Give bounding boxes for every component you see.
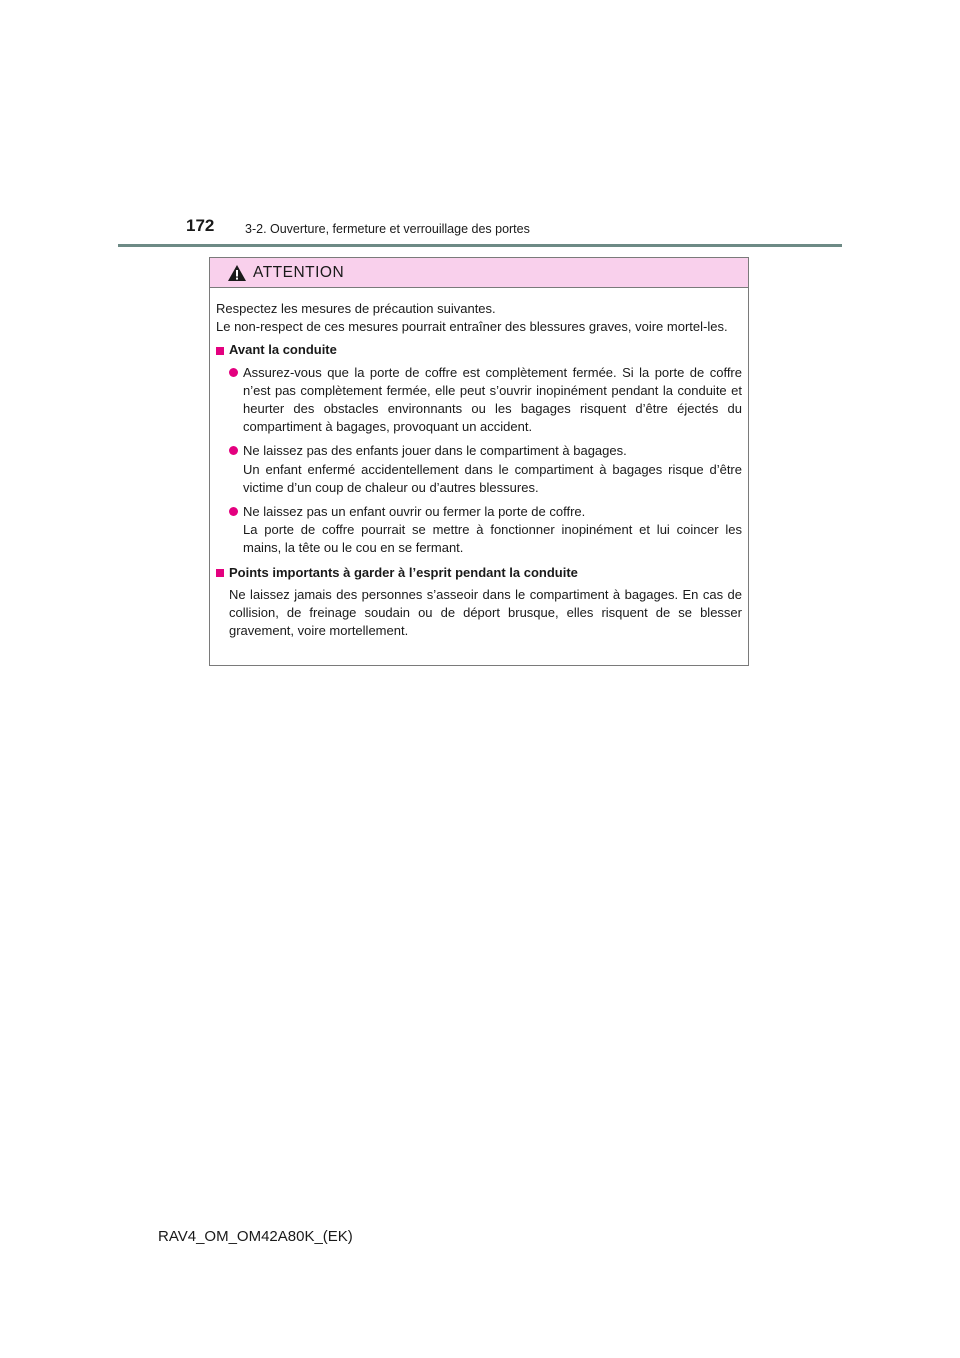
intro-line-1: Respectez les mesures de précaution suivantes. <box>216 301 496 316</box>
intro-text <box>216 300 742 336</box>
bullet-text: Ne laissez pas un enfant ouvrir ou fermer la porte de coffre. <box>243 504 586 520</box>
bullet-text: Assurez-vous que la porte de coffre est complètement fermée. Si la porte de coffre n’est pas complètement fermée, elle peut s’ouvrir inopinément pendant la conduite et heurter des obstacles environnants ou les bagages risquent d’être éjectés du compartiment à bagages, provoquant un accident. <box>243 364 742 435</box>
section-heading-label: Avant la conduite <box>229 342 337 358</box>
warning-triangle-icon <box>227 264 247 282</box>
page-number: 172 <box>186 216 215 235</box>
attention-header <box>210 258 748 288</box>
square-bullet-icon <box>216 569 224 577</box>
list-item <box>216 364 742 437</box>
attention-body <box>210 288 748 640</box>
section-heading-driving-points <box>216 564 742 582</box>
footer-document-code: RAV4_OM_OM42A80K_(EK) <box>158 1228 353 1245</box>
list-item <box>216 442 742 497</box>
section-paragraph: Ne laissez jamais des personnes s’asseoir dans le compartiment à bagages. En cas de collision, de freinage soudain ou de déport brusque, elles risquent de se blesser gravement, voire mortellement. <box>229 586 742 639</box>
circle-bullet-icon <box>229 446 238 455</box>
square-bullet-icon <box>216 347 224 355</box>
section-heading-label: Points importants à garder à l’esprit pendant la conduite <box>229 564 578 580</box>
bullet-subtext: Un enfant enfermé accidentellement dans le compartiment à bagages risque d’être victime d’un coup de chaleur ou d’autres blessures. <box>243 461 742 495</box>
bullet-text: Ne laissez pas des enfants jouer dans le compartiment à bagages. <box>243 443 627 459</box>
attention-title: ATTENTION <box>253 263 345 281</box>
intro-line-2: Le non-respect de ces mesures pourrait entraîner des blessures graves, voire mortel-les. <box>216 319 728 335</box>
attention-box <box>209 257 749 666</box>
circle-bullet-icon <box>229 507 238 516</box>
header-rule <box>118 244 842 247</box>
section-title: 3-2. Ouverture, fermeture et verrouillage des portes <box>245 222 530 236</box>
section-heading-before-driving <box>216 341 742 359</box>
bullet-subtext: La porte de coffre pourrait se mettre à fonctionner inopinément et lui coincer les mains, la tête ou le cou en se fermant. <box>243 522 742 556</box>
circle-bullet-icon <box>229 368 238 377</box>
list-item <box>216 503 742 558</box>
